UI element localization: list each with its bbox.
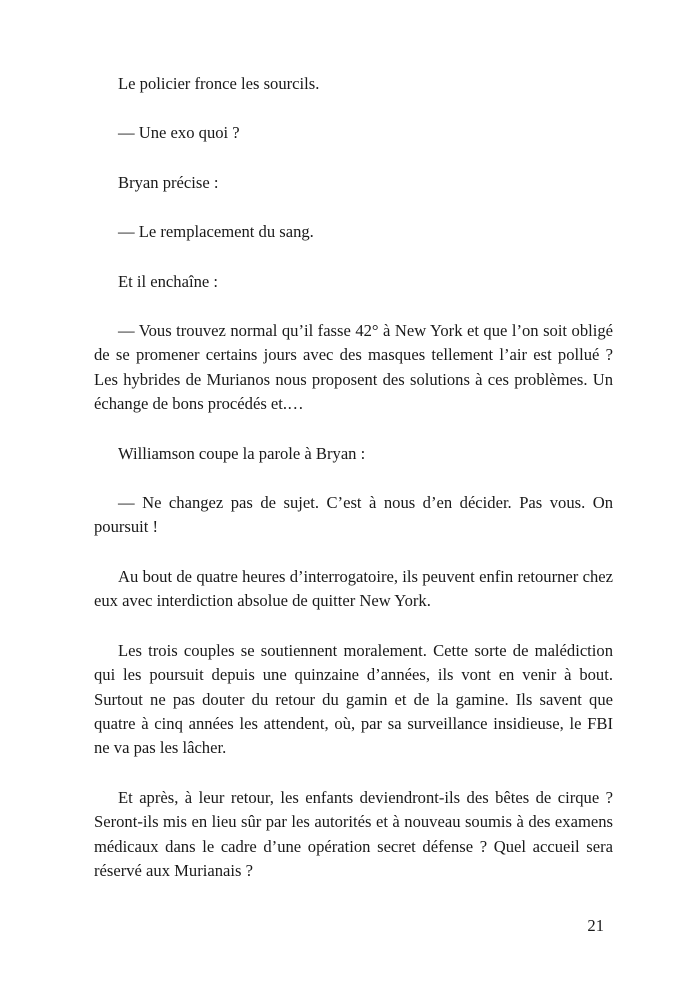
- page-number: 21: [587, 916, 604, 935]
- paragraph-8: — Ne changez pas de sujet. C’est à nous d’en décider. Pas vous. On poursuit !: [94, 493, 613, 537]
- paragraph-6: — Vous trouvez normal qu’il fasse 42° à New York et que l’on soit obligé de se promener certains jours avec des masques tellement l’air est pollué ? Les hybrides de Murianos nous proposent des solutions à ces problèmes. Un échange de bons procédés et.…: [94, 321, 613, 414]
- paragraph-4: — Le remplacement du sang.: [118, 222, 314, 242]
- paragraph-2: — Une exo quoi ?: [118, 123, 240, 143]
- paragraph-5: Et il enchaîne :: [118, 271, 218, 291]
- paragraph-10: Les trois couples se soutiennent moralement. Cette sorte de malédiction qui les poursuit depuis une quinzaine d’années, ils vont en venir à bout. Surtout ne pas douter du retour du gamin et de la gamine. Ils savent que quatre à cinq années les attendent, où, par sa surveillance insidieuse, le FBI ne va pas les lâcher.: [94, 640, 613, 758]
- paragraph-7: Williamson coupe la parole à Bryan :: [118, 443, 366, 463]
- paragraph-1: Le policier fronce les sourcils.: [118, 74, 320, 93]
- paragraph-3: Bryan précise :: [118, 172, 219, 192]
- paragraph-11: Et après, à leur retour, les enfants deviendront-ils des bêtes de cirque ? Seront-ils mis en lieu sûr par les autorités et à nouveau soumis à des examens médicaux dans le cadre d’une opération secret défense ? Quel accueil sera réservé aux Murianais ?: [94, 787, 613, 880]
- page-body: [94, 72, 613, 908]
- paragraph-9: Au bout de quatre heures d’interrogatoire, ils peuvent enfin retourner chez eux avec interdiction absolue de quitter New York.: [94, 566, 613, 611]
